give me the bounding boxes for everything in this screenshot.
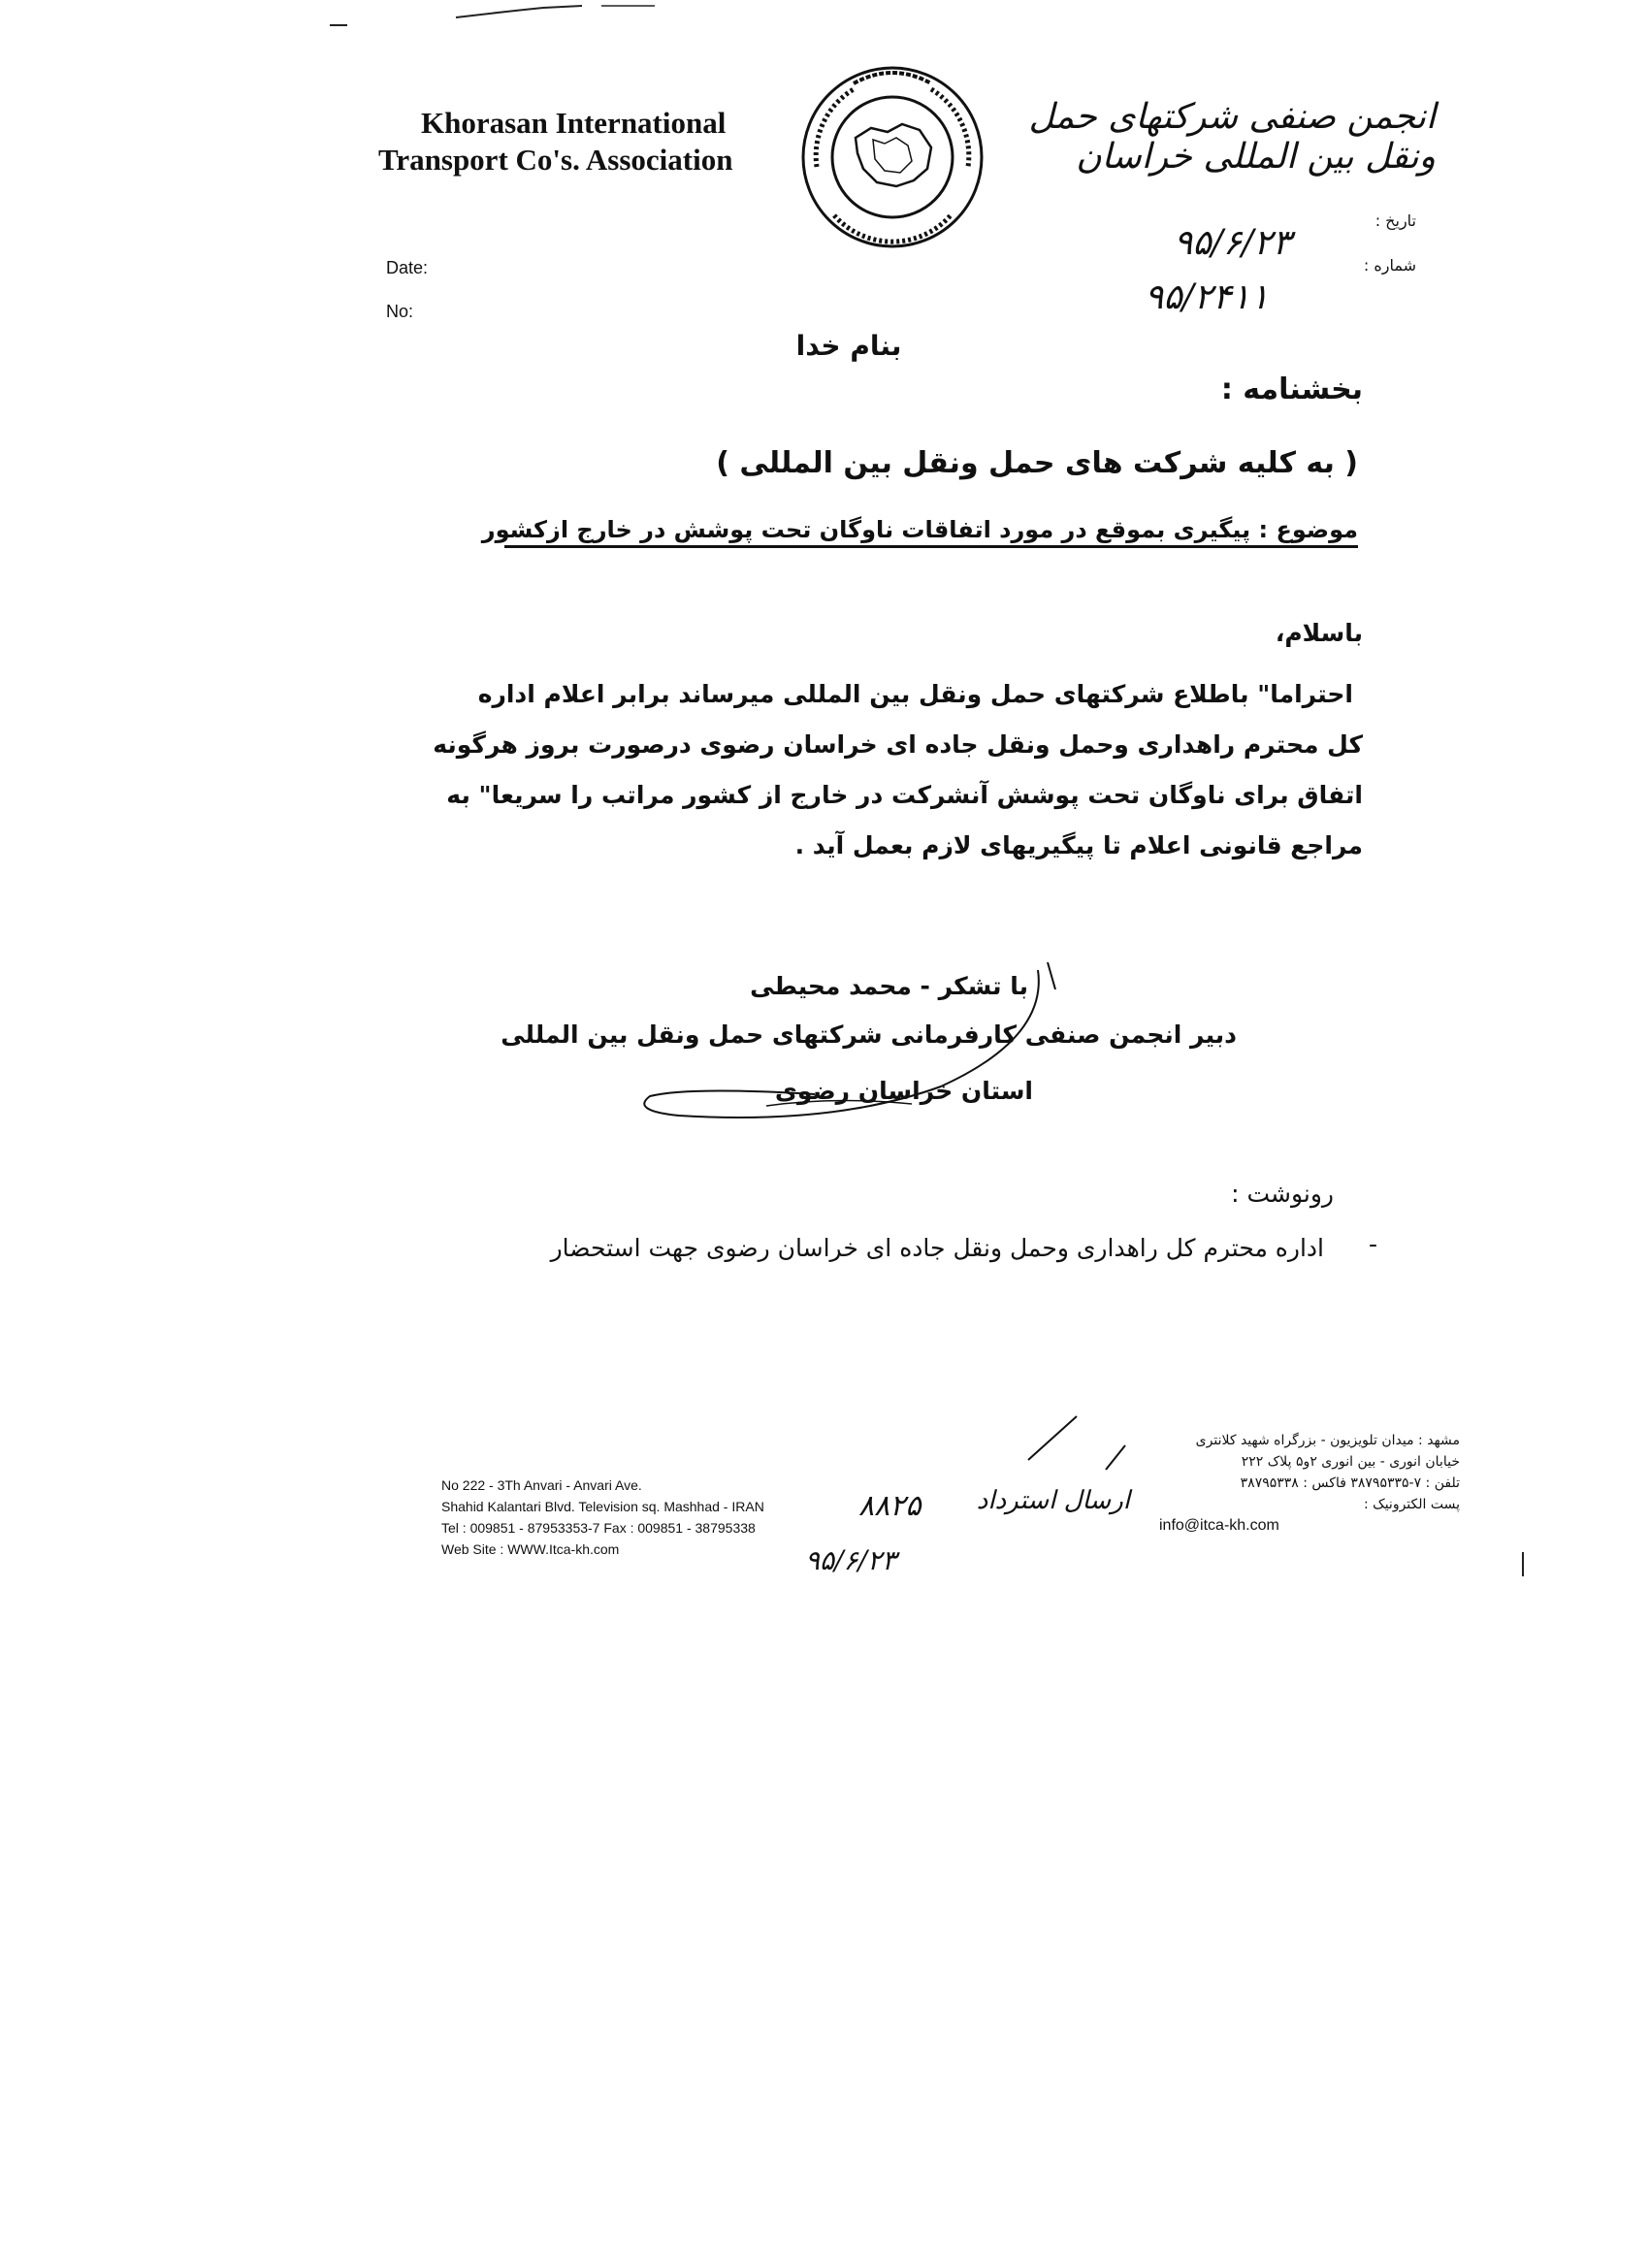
number-value-handwritten: ۹۵/۲۴۱۱	[1145, 277, 1270, 317]
paragraph-line: کل محترم راهداری وحمل ونقل جاده ای خراسان رضوی درصورت بروز هرگونه	[433, 730, 1363, 759]
footer-fa-line: تلفن : ۷-۳۸۷۹۵۳۳۵ فاکس : ۳۸۷۹۵۳۳۸	[1240, 1475, 1460, 1491]
handwritten-ref: ۸۸۲۵	[858, 1489, 922, 1523]
org-name-en-line1: Khorasan International	[421, 106, 727, 140]
cc-label: رونوشت :	[1231, 1180, 1334, 1208]
footer-en-line: Web Site : WWW.Itca-kh.com	[441, 1541, 620, 1557]
footer-en-line: No 222 - 3Th Anvari - Anvari Ave.	[441, 1477, 642, 1493]
signature-title: دبیر انجمن صنفی کارفرمانی شرکتهای حمل ونقل بین المللی	[501, 1021, 1237, 1049]
doc-type: بخشنامه :	[1220, 373, 1363, 406]
date-label-fa: تاریخ :	[1374, 211, 1416, 230]
signature-province: استان خراسان رضوی	[774, 1077, 1033, 1105]
footer-address-fa	[1135, 1430, 1460, 1515]
org-name-fa: انجمن صنفی شرکتهای حمل ونقل بین المللی خراسان	[1028, 97, 1436, 177]
date-label-en: Date:	[386, 258, 429, 277]
number-label-en: No:	[386, 302, 414, 321]
paragraph-line: احتراما" باطلاع شرکتهای حمل ونقل بین المللی میرساند برابر اعلام اداره	[477, 680, 1353, 708]
paragraph	[433, 669, 1363, 871]
footer-en-line: Shahid Kalantari Blvd. Television sq. Mashhad - IRAN	[441, 1499, 764, 1514]
footer-en-line: Tel : 009851 - 87953353-7 Fax : 009851 - 38795338	[441, 1520, 756, 1536]
greeting: باسلام،	[1275, 619, 1363, 647]
cc-item: اداره محترم کل راهداری وحمل ونقل جاده ای خراسان رضوی جهت استحضار	[550, 1234, 1324, 1262]
footer-fa-line: پست الکترونیک :	[1364, 1497, 1460, 1512]
subject: موضوع : پیگیری بموقع در مورد اتفاقات ناوگان تحت پوشش در خارج ازکشور	[504, 516, 1358, 548]
org-name-en-line2: Transport Co's. Association	[378, 143, 733, 177]
scan-artifact-margin	[1513, 1547, 1533, 1586]
handwritten-note: ارسال استرداد	[976, 1486, 1130, 1515]
paragraph-line: اتفاق برای ناوگان تحت پوشش آنشرکت در خارج از کشور مراتب را سریعا" به	[446, 781, 1363, 809]
association-logo-seal	[795, 60, 989, 254]
cc-bullet: -	[1368, 1230, 1377, 1258]
handwritten-strokes	[1018, 1407, 1154, 1474]
signature-thanks: با تشکر - محمد محیطی	[750, 972, 1028, 1000]
date-value-handwritten: ۹۵/۶/۲۳	[1174, 223, 1291, 263]
handwritten-date: ۹۵/۶/۲۳	[805, 1544, 897, 1576]
footer-address-en	[441, 1474, 764, 1560]
number-label-fa: شماره :	[1363, 256, 1416, 275]
org-name-en	[378, 105, 786, 178]
recipient: ( به کلیه شرکت های حمل ونقل بین المللی )	[716, 446, 1358, 480]
paragraph-line: مراجع قانونی اعلام تا پیگیریهای لازم بعمل آید .	[794, 831, 1363, 859]
invocation: بنام خدا	[795, 330, 902, 362]
footer-email: info@itca-kh.com	[1159, 1517, 1279, 1534]
footer-fa-line: خیابان انوری - بین انوری ۲و۵ پلاک ۲۲۲	[1241, 1454, 1460, 1470]
scan-artifact-top	[0, 0, 1649, 58]
footer-fa-line: مشهد : میدان تلویزیون - بزرگراه شهید کلانتری	[1195, 1433, 1460, 1448]
